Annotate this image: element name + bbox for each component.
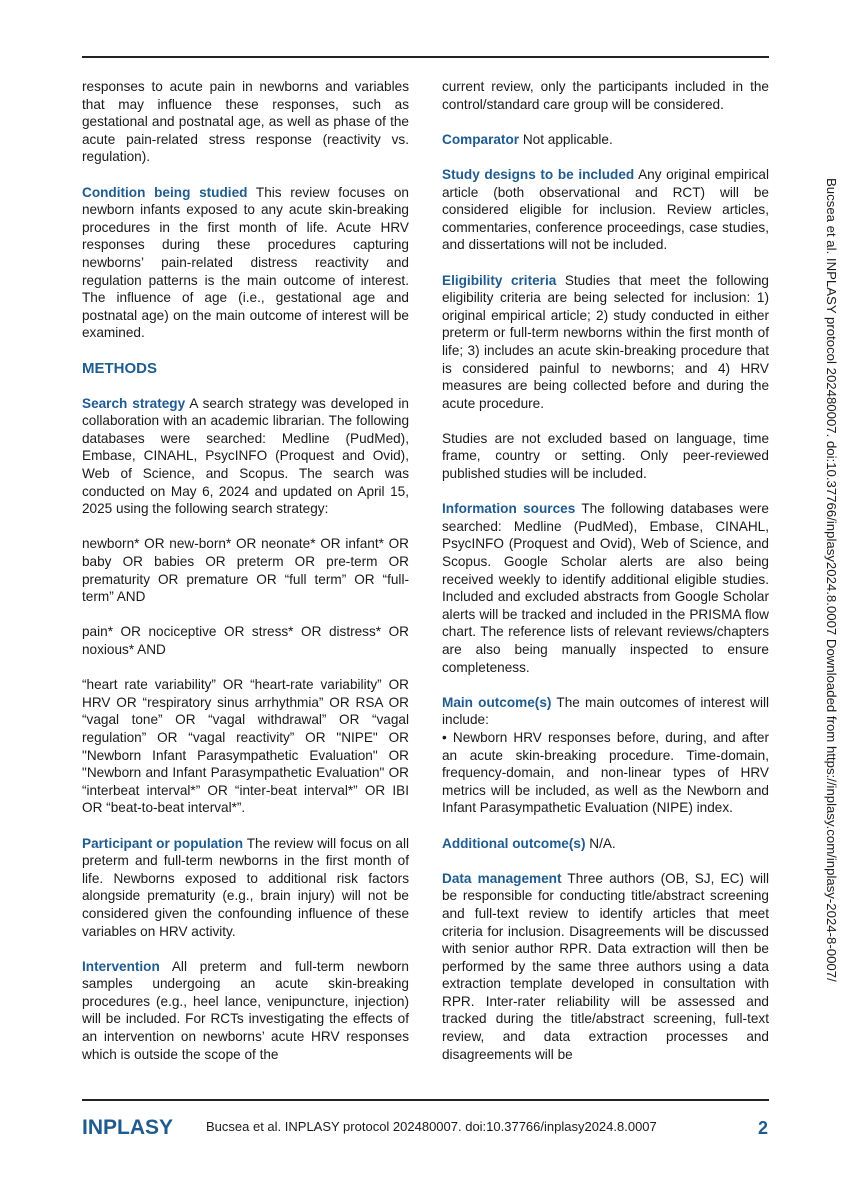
additional-outcome-text: N/A. [585,835,616,851]
search-section [82,395,409,518]
bottom-rule [82,1099,769,1101]
comparator-text: Not applicable. [519,131,613,147]
right-column [442,78,769,1081]
additional-outcome-section [442,835,769,853]
participant-heading: Participant or population [82,835,244,851]
participant-section [82,835,409,941]
footer-brand-logo: INPLASY [82,1116,174,1139]
intervention-continuation: current review, only the participants included in the control/standard care group will be considered. [442,79,769,112]
search-terms-3: “heart rate variability” OR “heart-rate variability” OR HRV OR “respiratory sinus arrhythmia” OR RSA OR “vagal tone” OR “vagal withdrawal” OR “vagal regulation” OR “vagal reactivity” OR "NIPE" OR "Newborn Infant Parasympathetic Evaluation" OR "Newborn and Infant Parasympathetic Evaluation" OR “interbeat interval*” OR “inter-beat interval*” OR IBI OR “beat-to-beat interval*”. [82,677,409,816]
additional-outcome-heading: Additional outcome(s) [442,835,586,851]
footer-citation: Bucsea et al. INPLASY protocol 202480007. doi:10.37766/inplasy2024.8.0007 [206,1119,657,1134]
eligibility-text: Studies that meet the following eligibility criteria are being selected for inclusion: 1) original empirical article; 2) study conducted in either preterm or full-term newborns within the first month of life; 3) includes an acute skin-breaking procedure that is considered painful to newborns; and 4) HRV measures are being collected before and during the acute procedure. [442,272,769,411]
designs-text: Any original empirical article (both observational and RCT) will be considered eligible for inclusion. Review articles, commentaries, conference proceedings, case studies, and dissertations will not be included. [442,166,769,253]
data-management-text: Three authors (OB, SJ, EC) will be responsible for conducting title/abstract screening and full-text review to identify articles that meet criteria for inclusion. Disagreements will be discussed with senior author RPR. Data extraction will then be performed by the same three authors using a data extraction template developed in consultation with RPR. Inter-rater reliability will be assessed and tracked during the title/abstract screening, full-text review, and data extraction processes and disagreements will be [442,870,770,1062]
search-terms-1: newborn* OR new-born* OR neonate* OR infant* OR baby OR babies OR preterm OR pre-term OR prematurity OR premature OR “full term” OR “full-term” AND [82,536,409,605]
data-management-section [442,870,769,1064]
comparator-section [442,131,769,149]
main-outcome-text: The main outcomes of interest will include: [442,694,770,728]
eligibility-heading: Eligibility criteria [442,272,557,288]
top-rule [82,56,769,58]
intervention-text: All preterm and full-term newborn samples undergoing an acute skin-breaking procedures (e.g., heel lance, venipuncture, injection) will be included. For RCTs investigating the effects of an intervention on newborns’ acute HRV responses which is outside the scope of the [82,958,409,1062]
main-outcome-heading: Main outcome(s) [442,694,552,710]
search-terms-2: pain* OR nociceptive OR stress* OR distress* OR noxious* AND [82,624,409,657]
designs-section [442,166,769,254]
condition-heading: Condition being studied [82,184,248,200]
main-outcome-bullet: • Newborn HRV responses before, during, and after an acute skin-breaking procedure. Time-domain, frequency-domain, and non-linear types of HRV metrics will be included, as well as the Newborn and Infant Parasympathetic Evaluation (NIPE) index. [442,729,769,816]
designs-heading: Study designs to be included [442,166,635,182]
intervention-section [82,958,409,1064]
eligibility-section [442,272,769,413]
page-number: 2 [758,1118,769,1138]
data-management-heading: Data management [442,870,562,886]
condition-text: This review focuses on newborn infants exposed to any acute skin-breaking procedures in the first month of life. Acute HRV responses during these procedures capturing newborns’ pain-related distress reactivity and regulation patterns is the main outcome of interest. The influence of age (i.e., gestational age and postnatal age) on the main outcome of interest will be examined. [82,184,409,341]
methods-heading: METHODS [82,359,157,377]
eligibility-extra: Studies are not excluded based on language, time frame, country or setting. Only peer-reviewed published studies will be included. [442,430,769,482]
left-column [82,78,409,1081]
search-text: A search strategy was developed in collaboration with an academic librarian. The following databases were searched: Medline (PudMed), Embase, CINAHL, PsycINFO (Proquest and Ovid), Web of Science, and Scopus. The search was conducted on May 6, 2024 and updated on April 15, 2025 using the following search strategy: [82,395,409,517]
sources-heading: Information sources [442,501,576,517]
participant-text: The review will focus on all preterm and full-term newborns in the first month of life. Newborns exposed to additional risk factors alongside prematurity (e.g., brain injury) will not be considered given the confounding influence of these variables on HRV activity. [82,835,409,939]
sources-section [442,500,769,676]
search-heading: Search strategy [82,395,186,411]
intervention-heading: Intervention [82,958,160,974]
intro-continuation: responses to acute pain in newborns and variables that may influence these responses, such as gestational and postnatal age, as well as phase of the acute pain-related stress response (reactivity vs. regulation). [82,79,409,165]
side-download-note: Bucsea et al. INPLASY protocol 202480007. doi:10.37766/inplasy2024.8.0007 Downloaded from https://inplasy.com/inplasy-2024-8-0007/ [824,178,839,982]
main-outcome-section [442,694,769,729]
condition-section [82,184,409,342]
comparator-heading: Comparator [442,131,520,147]
sources-text: The following databases were searched: Medline (PudMed), Embase, CINAHL, PsycINFO (Proquest and Ovid), Web of Science, and Scopus. Google Scholar alerts are also being received weekly to identify additional eligible studies. Included and excluded abstracts from Google Scholar alerts will be tracked and included in the PRISMA flow chart. The reference lists of relevant reviews/chapters are also being manually inspected to ensure completeness. [442,501,769,675]
